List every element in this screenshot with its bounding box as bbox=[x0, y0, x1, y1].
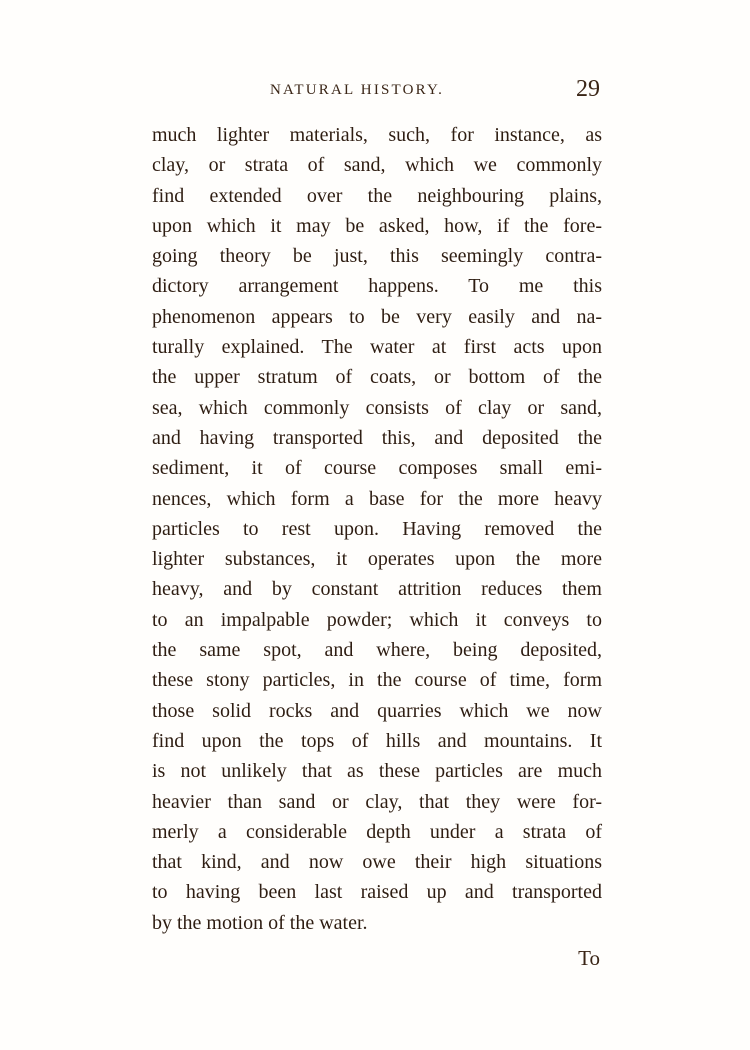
text-line: to having been last raised up and transported bbox=[152, 881, 602, 904]
text-line: sediment, it of course composes small emi- bbox=[152, 457, 602, 480]
text-line: the upper stratum of coats, or bottom of the bbox=[152, 366, 602, 389]
page-header bbox=[150, 76, 600, 112]
text-line: heavier than sand or clay, that they were for- bbox=[152, 790, 602, 813]
text-line: find extended over the neighbouring plains, bbox=[152, 184, 602, 207]
text-line: turally explained. The water at first acts upon bbox=[152, 336, 602, 359]
text-line: find upon the tops of hills and mountains. It bbox=[152, 729, 602, 752]
body-text bbox=[152, 120, 602, 938]
text-line: that kind, and now owe their high situations bbox=[152, 851, 602, 874]
text-line: those solid rocks and quarries which we now bbox=[152, 699, 602, 722]
text-line: phenomenon appears to be very easily and na- bbox=[152, 305, 602, 328]
text-line: these stony particles, in the course of time, form bbox=[152, 669, 602, 692]
text-line: clay, or strata of sand, which we commonly bbox=[152, 154, 602, 177]
text-line: is not unlikely that as these particles are much bbox=[152, 760, 602, 783]
text-line: going theory be just, this seemingly contra- bbox=[152, 245, 602, 268]
text-line: merly a considerable depth under a strata of bbox=[152, 820, 602, 843]
text-line: by the motion of the water. bbox=[152, 911, 368, 934]
text-line: much lighter materials, such, for instance, as bbox=[152, 124, 602, 146]
text-line: upon which it may be asked, how, if the fore- bbox=[152, 214, 602, 237]
text-line: nences, which form a base for the more heavy bbox=[152, 487, 602, 510]
running-head: NATURAL HISTORY. bbox=[270, 82, 445, 98]
text-line: particles to rest upon. Having removed the bbox=[152, 517, 602, 540]
text-line: and having transported this, and deposited the bbox=[152, 426, 602, 449]
text-line: sea, which commonly consists of clay or sand, bbox=[152, 396, 602, 419]
text-line: dictory arrangement happens. To me this bbox=[152, 275, 602, 298]
page-number: 29 bbox=[576, 76, 600, 102]
text-line: the same spot, and where, being deposited, bbox=[152, 639, 602, 662]
text-line: to an impalpable powder; which it conveys to bbox=[152, 608, 602, 631]
text-line: lighter substances, it operates upon the more bbox=[152, 548, 602, 571]
catchword: To bbox=[578, 946, 600, 970]
text-line: heavy, and by constant attrition reduces them bbox=[152, 578, 602, 601]
